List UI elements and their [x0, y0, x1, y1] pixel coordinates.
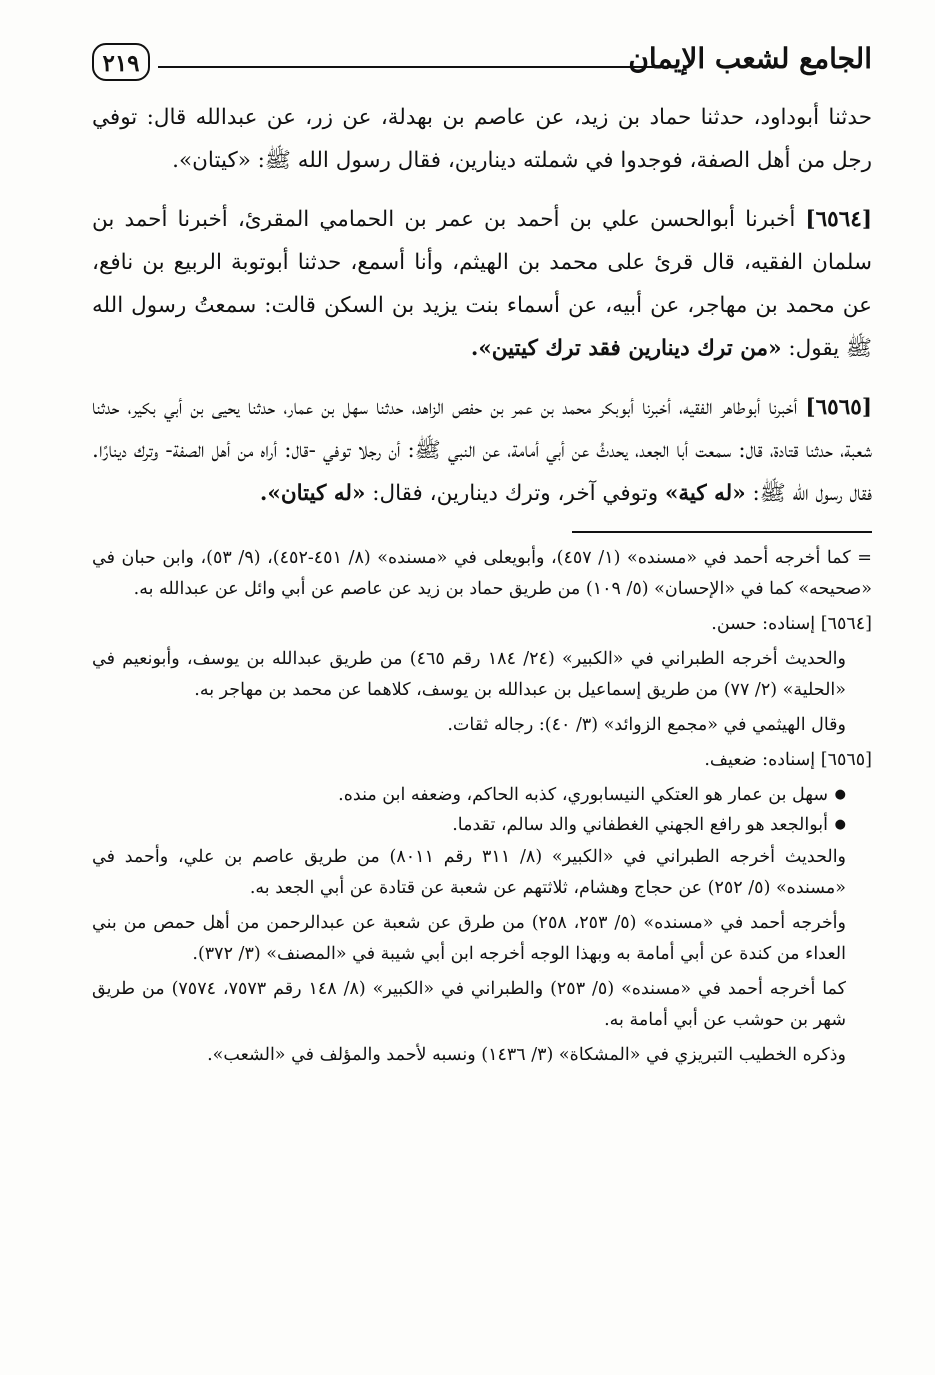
hadith-quote: «من ترك دينارين فقد ترك كيتين». — [470, 336, 782, 361]
hadith-6565 — [92, 386, 872, 515]
hadith-continuation — [92, 96, 872, 182]
hadith-quote: «له كيتان». — [259, 481, 366, 506]
footnote-grade-6565: [٦٥٦٥] إسناده: ضعيف. — [704, 750, 872, 770]
footnote-text: والحديث أخرجه الطبراني في «الكبير» (٢٤/ ١٨٤ رقم ٤٦٥) من طريق عبدالله بن يوسف، وأبونعيم في «الحلية» (٢/ ٧٧) من طريق إسماعيل بن عبدالله بن يوسف، كلاهما عن محمد بن مهاجر به. — [92, 649, 846, 700]
footnote-text: وذكره الخطيب التبريزي في «المشكاة» (٣/ ١٤٣٦) ونسبه لأحمد والمؤلف في «الشعب». — [207, 1045, 846, 1065]
footnote-continuation: = كما أخرجه أحمد في «مسنده» (١/ ٤٥٧)، وأبويعلى في «مسنده» (٨/ ٤٥١-٤٥٢)، (٩/ ٥٣)، وابن حبان في «صحيحه» كما في «الإحسان» (٥/ ١٠٩) من طريق حماد بن زيد عن عاصم عن أبي وائل عن عبدالله به. — [92, 548, 872, 599]
hadith-6564 — [92, 198, 872, 370]
hadith-number: [٦٥٦٥] — [805, 395, 872, 420]
hadith-text: أخبرنا أبوطاهر الفقيه، أخبرنا أبوبكر محمد بن عمر بن حفص الزاهد، حدثنا سهل بن عمار، حدثنا يحيى بن أبي بكير، حدثنا شعبة، حدثنا قتادة، قال: سمعت أبا الجعد، يحدثُ عن أبي أمامة، عن النبي ﷺ: أن رجلا توفي -قال: أراه من أهل الصفة- وترك دينارًا. فقال رسول الله ﷺ: — [92, 395, 872, 506]
footnote-text: كما أخرجه أحمد في «مسنده» (٥/ ٢٥٣) والطبراني في «الكبير» (٨/ ١٤٨ رقم ٧٥٧٣، ٧٥٧٤) من طريق شهر بن حوشب عن أبي أمامة به. — [92, 979, 846, 1030]
book-page — [92, 38, 872, 1075]
running-title: الجامع لشعب الإيمان — [628, 42, 872, 75]
narrator-notes — [92, 780, 872, 840]
hadith-number: [٦٥٦٤] — [805, 207, 872, 232]
footnote-text: وقال الهيثمي في «مجمع الزوائد» (٣/ ٤٠): رجاله ثقات. — [447, 715, 846, 735]
footnotes — [92, 543, 872, 1071]
hadith-quote: «له كية» — [664, 481, 746, 506]
page-number: ٢١٩ — [92, 43, 150, 81]
footnote-grade-6564: [٦٥٦٤] إسناده: حسن. — [711, 614, 872, 634]
footnote-separator — [572, 531, 872, 533]
hadith-text: وتوفي آخر، وترك دينارين، فقال: — [372, 481, 659, 506]
list-item: ● سهل بن عمار هو العتكي النيسابوري، كذبه الحاكم، وضعفه ابن منده. — [92, 780, 846, 810]
list-item: ● أبوالجعد هو رافع الجهني الغطفاني والد سالم، تقدما. — [92, 810, 846, 840]
hadith-text: حدثنا أبوداود، حدثنا حماد بن زيد، عن عاصم بن بهدلة، عن زر، عن عبدالله قال: توفي رجل من أهل الصفة، فوجدوا في شملته دينارين، فقال رسول الله ﷺ: «كيتان». — [92, 105, 872, 173]
footnote-text: والحديث أخرجه الطبراني في «الكبير» (٨/ ٣١١ رقم ٨٠١١) من طريق عاصم بن علي، وأحمد في «مسنده» (٥/ ٢٥٢) عن حجاج وهشام، ثلاثتهم عن شعبة عن قتادة عن أبي الجعد به. — [92, 847, 847, 898]
main-text — [92, 96, 872, 515]
header-rule — [158, 66, 654, 68]
page-header — [92, 38, 872, 96]
hadith-text: أخبرنا أبوالحسن علي بن أحمد بن عمر بن الحمامي المقرئ، أخبرنا أحمد بن سلمان الفقيه، قال قرئ على محمد بن الهيثم، وأنا أسمع، حدثنا أبوتوبة الربيع بن نافع، عن محمد بن مهاجر، عن أبيه، عن أسماء بنت يزيد بن السكن قالت: سمعتُ رسول الله ﷺ يقول: — [92, 207, 872, 361]
footnote-text: وأخرجه أحمد في «مسنده» (٥/ ٢٥٣، ٢٥٨) من طرق عن شعبة عن عبدالرحمن من أهل حمص من بني العداء من كندة عن أبي أمامة به وبهذا الوجه أخرجه ابن أبي شيبة في «المصنف» (٣/ ٣٧٢). — [92, 913, 846, 964]
